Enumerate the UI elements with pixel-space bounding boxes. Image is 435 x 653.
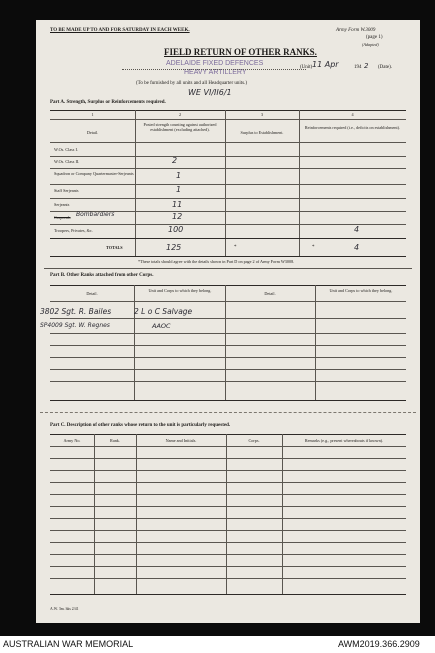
col-number-rule <box>50 119 406 120</box>
part-c-row-rule <box>50 530 406 531</box>
part-c-col-corps: Corps. <box>248 438 260 443</box>
print-code: A.W. 3m. hks 2/41 <box>50 607 79 611</box>
part-b-entry-2-detail: SP4009 Sgt. W. Regnes <box>40 322 110 329</box>
part-c-bottom-rule <box>50 594 406 595</box>
year-suffix: 2 <box>364 62 369 70</box>
row-posted-corporals: 12 <box>172 212 183 221</box>
part-b-row-rule <box>50 345 406 346</box>
part-b-col-unit-2: Unit and Corps to which they belong. <box>329 288 393 293</box>
row-posted-staff-serjeants: 1 <box>176 185 182 194</box>
row-posted-serjeants: 11 <box>172 200 183 209</box>
handwritten-reference: WE VI/II6/1 <box>188 88 232 97</box>
row-detail-bombardiers-handwritten: Bombardiers <box>76 211 115 218</box>
col-number-2: 2 <box>178 112 182 117</box>
row-rule <box>50 156 406 157</box>
part-a-footnote: *These totals should agree with the details shown in Part D on page 2 of Army Form W3008. <box>138 259 295 264</box>
part-b-divider-3 <box>315 285 316 401</box>
part-b-entry-1-detail: 3802 Sgt. R. Bailes <box>40 307 112 316</box>
row-detail-cqms: Squadron or Company Quartermaster-Serjeants <box>54 171 134 176</box>
col-number-3: 3 <box>260 112 264 117</box>
row-posted-troopers: 100 <box>168 225 184 234</box>
part-b-row-rule <box>50 369 406 370</box>
totals-surplus-mark: * <box>234 245 237 250</box>
part-c-row-rule <box>50 554 406 555</box>
part-c-row-rule <box>50 458 406 459</box>
unit-stamp-line2: HEAVY ARTILLERY <box>184 69 247 76</box>
part-b-divider-1 <box>134 285 135 401</box>
part-c-col-name: Name and Initials. <box>165 438 197 443</box>
part-c-top-rule <box>50 434 406 435</box>
part-b-entry-2-unit: AAOC <box>152 322 171 330</box>
army-form-number: Army Form W.3009 <box>336 28 376 33</box>
part-b-col-unit-1: Unit and Corps to which they belong. <box>148 288 212 293</box>
footer-accession-number: AWM2019.366.2909 <box>338 639 420 649</box>
date-handwritten: 11 Apr <box>312 60 339 69</box>
col-header-detail: Detail. <box>86 130 99 135</box>
col-number-4: 4 <box>351 112 354 117</box>
unit-dotted-line <box>122 69 306 70</box>
row-rule <box>50 198 406 199</box>
part-c-row-rule <box>50 470 406 471</box>
row-posted-cqms: 1 <box>176 171 182 180</box>
part-b-col-detail-2: Detail. <box>264 291 276 296</box>
form-page <box>36 20 420 623</box>
part-b-separator <box>44 268 412 269</box>
part-b-heading: Part B. Other Ranks attached from other Corps. <box>50 273 154 278</box>
part-c-col-army-no: Army No. <box>63 438 81 443</box>
col-header-reinforcements: Reinforcements required (i.e., deficits on establishment). <box>304 125 401 130</box>
row-posted-wo2: 2 <box>172 156 178 165</box>
unit-stamp-line1: ADELAIDE FIXED DEFENCES <box>166 60 264 67</box>
row-detail-serjeants: Serjeants <box>54 202 70 207</box>
part-c-row-rule <box>50 566 406 567</box>
part-b-top-rule <box>50 285 406 286</box>
part-b-row-rule <box>50 318 406 319</box>
part-b-bottom-rule <box>50 400 406 401</box>
row-detail-staff-serjeants: Staff Serjeants <box>54 188 79 193</box>
part-c-row-rule <box>50 518 406 519</box>
archive-footer <box>0 636 435 653</box>
totals-top-rule <box>50 238 406 239</box>
row-detail-corporals: Corporals <box>54 215 71 220</box>
totals-reinf-mark: * <box>312 245 315 250</box>
part-c-row-rule <box>50 542 406 543</box>
part-b-row-rule <box>50 381 406 382</box>
furnish-note: (To be furnished by all units and all Headquarter units.) <box>136 81 248 86</box>
header-bottom-rule <box>50 142 406 143</box>
part-c-col-remarks: Remarks (e.g., present whereabouts if known). <box>304 438 384 443</box>
row-detail-troopers: Troopers, Privates, &c. <box>54 228 93 233</box>
row-reinf-troopers: 4 <box>354 225 360 234</box>
part-c-col-rank: Rank. <box>110 438 120 443</box>
part-b-row-rule <box>50 333 406 334</box>
row-detail-wo2: W.Os. Class II. <box>54 159 80 164</box>
part-c-row-rule <box>50 506 406 507</box>
part-c-row-rule <box>50 494 406 495</box>
perforation-line <box>40 412 416 413</box>
col-header-surplus: Surplus to Establishment. <box>240 130 284 135</box>
part-a-top-rule <box>50 110 406 111</box>
part-b-row-rule <box>50 357 406 358</box>
part-b-entry-1-unit: 2 L o C Salvage <box>134 307 193 316</box>
part-a-heading: Part A. Strength, Surplus or Reinforcements required. <box>50 100 166 105</box>
form-title: FIELD RETURN OF OTHER RANKS. <box>164 47 317 57</box>
instruction-text: TO BE MADE UP TO AND FOR SATURDAY IN EACH WEEK. <box>50 28 190 33</box>
unit-label: (Unit) <box>300 65 313 70</box>
adapted-note: (Adapted) <box>362 42 379 47</box>
part-c-heading: Part C. Description of other ranks whose return to the unit is particularly requested. <box>50 423 231 428</box>
row-detail-wo1: W.Os. Class I. <box>54 147 78 152</box>
year-prefix: 194 <box>354 65 362 70</box>
totals-reinf: 4 <box>354 243 360 252</box>
page-note: (page 1) <box>366 35 383 40</box>
part-b-divider-2 <box>225 285 226 401</box>
totals-posted: 125 <box>166 243 182 252</box>
part-b-header-rule <box>50 301 406 302</box>
col-number-1: 1 <box>91 112 94 117</box>
part-b-col-detail-1: Detail. <box>86 291 98 296</box>
part-c-header-rule <box>50 446 406 447</box>
row-rule <box>50 224 406 225</box>
part-c-row-rule <box>50 578 406 579</box>
date-label: (Date). <box>378 65 393 70</box>
row-rule <box>50 168 406 169</box>
col-header-posted: Posted strength counting against authorized establishment (excluding attached). <box>143 122 217 132</box>
totals-bottom-rule <box>50 256 406 257</box>
totals-label: TOTALS <box>106 245 123 250</box>
part-c-row-rule <box>50 482 406 483</box>
row-rule <box>50 184 406 185</box>
footer-institution: AUSTRALIAN WAR MEMORIAL <box>3 639 134 649</box>
